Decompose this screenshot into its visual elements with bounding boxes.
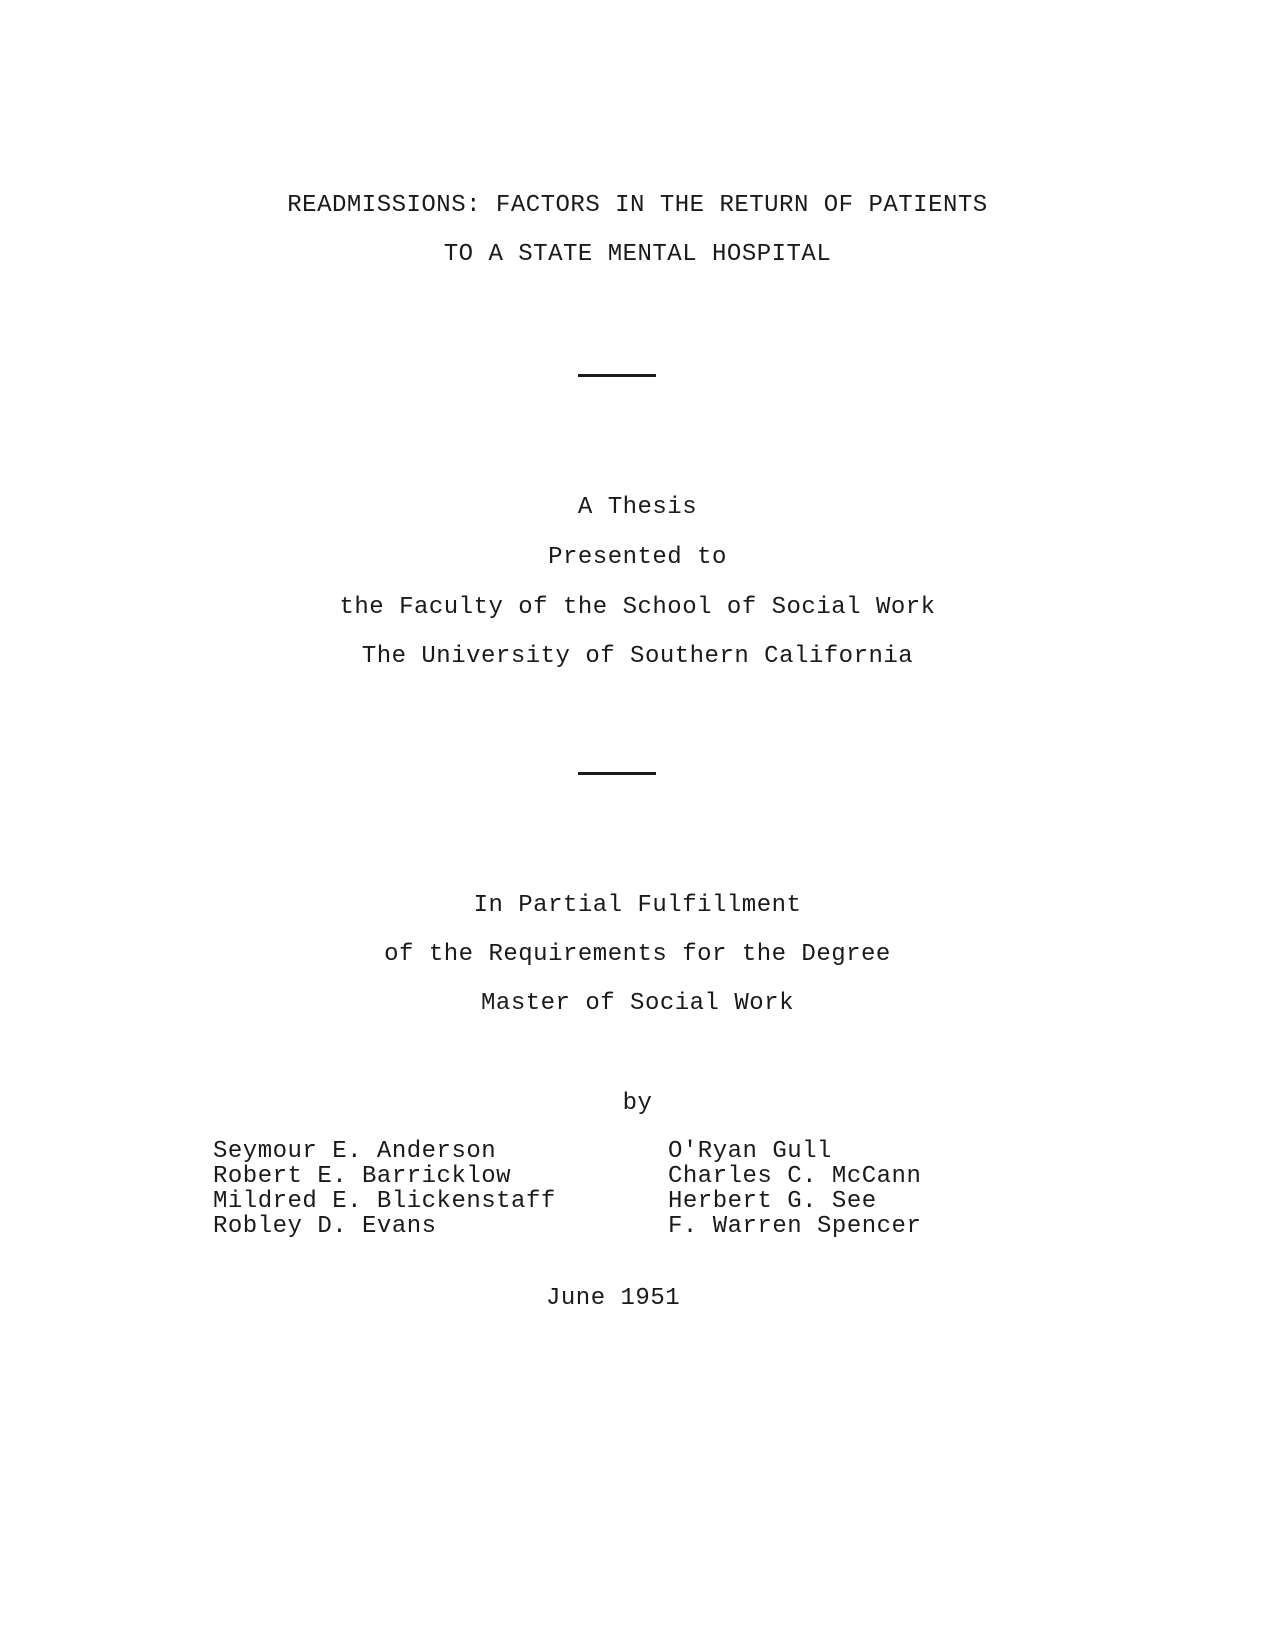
title-line-2: TO A STATE MENTAL HOSPITAL xyxy=(443,241,832,268)
presentation-line-4: The University of Southern California xyxy=(361,643,914,670)
by-label: by xyxy=(622,1090,653,1117)
presentation-line-3: the Faculty of the School of Social Work xyxy=(339,594,936,621)
author-name: Robert E. Barricklow xyxy=(213,1163,512,1190)
author-name: F. Warren Spencer xyxy=(668,1213,922,1240)
thesis-date: June 1951 xyxy=(546,1285,681,1312)
author-name: Seymour E. Anderson xyxy=(213,1138,497,1165)
fulfillment-line-3: Master of Social Work xyxy=(481,990,794,1017)
fulfillment-line-2: of the Requirements for the Degree xyxy=(384,941,891,968)
title-line-1: READMISSIONS: FACTORS IN THE RETURN OF PATIENTS xyxy=(287,192,988,219)
author-name: Herbert G. See xyxy=(668,1188,877,1215)
author-name: Mildred E. Blickenstaff xyxy=(213,1188,556,1215)
presentation-line-1: A Thesis xyxy=(577,494,698,521)
presentation-line-2: Presented to xyxy=(548,544,727,571)
fulfillment-line-1: In Partial Fulfillment xyxy=(473,892,802,919)
separator-rule-1 xyxy=(578,374,656,377)
separator-rule-2 xyxy=(578,772,656,775)
author-name: Robley D. Evans xyxy=(213,1213,437,1240)
author-name: Charles C. McCann xyxy=(668,1163,922,1190)
author-name: O'Ryan Gull xyxy=(668,1138,832,1165)
authors-left-column xyxy=(213,1139,556,1239)
authors-right-column xyxy=(668,1139,921,1239)
